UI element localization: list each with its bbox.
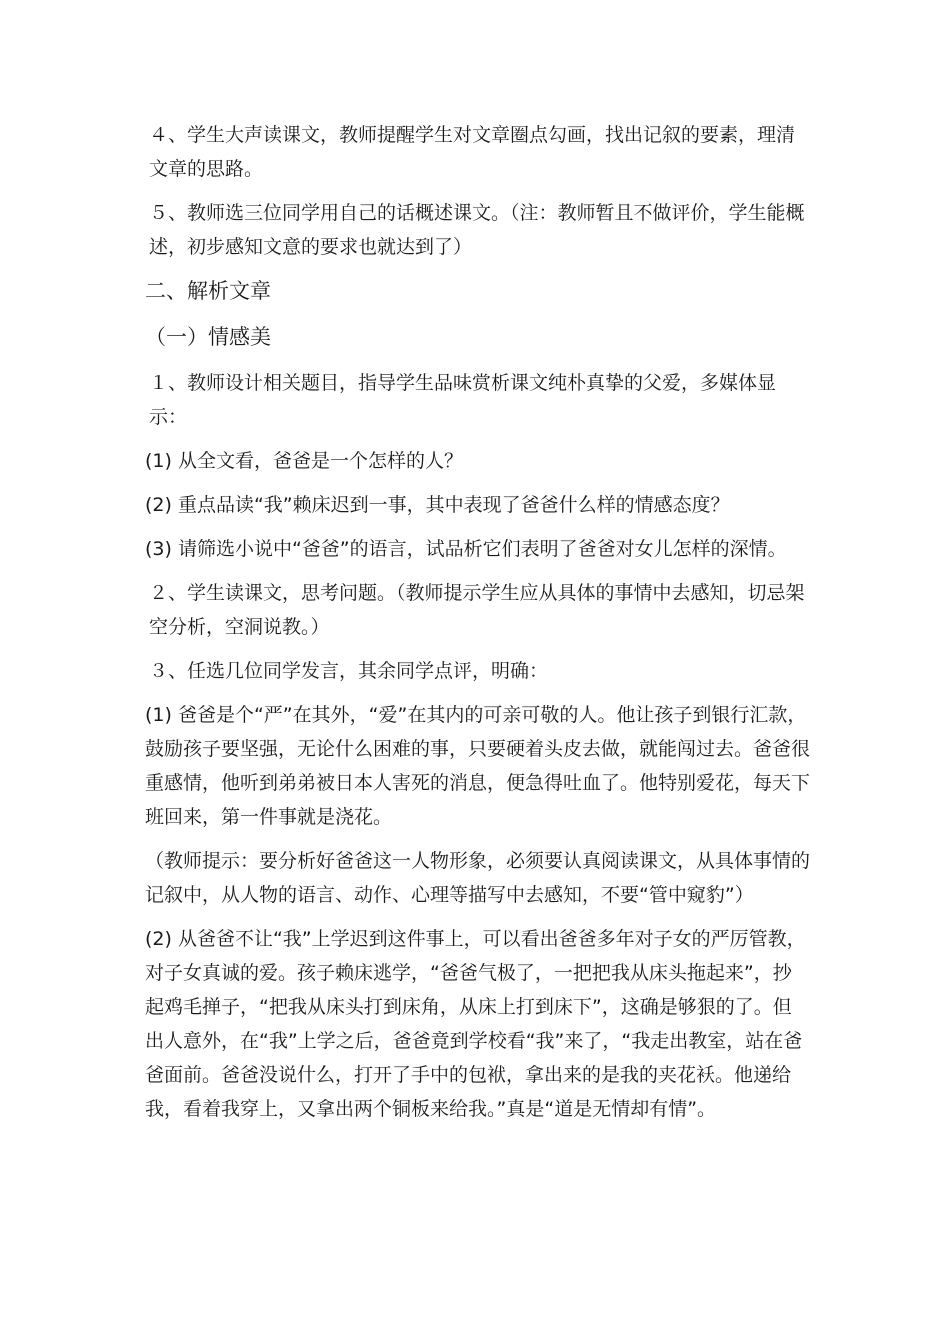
paragraph-step-5: ５、教师选三位同学用自己的话概述课文。（注：教师暂且不做评价，学生能概述，初步感知文意的要求也就达到了）: [149, 202, 805, 258]
section-heading-analysis: 二、解析文章: [145, 279, 271, 303]
question-item-1: (1) 从全文看，爸爸是一个怎样的人？: [145, 450, 463, 472]
question-item-2: (2) 重点品读“我”赖床迟到一事，其中表现了爸爸什么样的情感态度？: [145, 494, 730, 516]
subsection-heading-emotion: （一）情感美: [145, 325, 271, 349]
document-page: [145, 118, 810, 1136]
answer-item-1: (1) 爸爸是个“严”在其外，“爱”在其内的可亲可敬的人。他让孩子到银行汇款，鼓励孩子要坚强，无论什么困难的事，只要硬着头皮去做，就能闯过去。爸爸很重感情，他听到弟弟被日本人害死的消息，便急得吐血了。他特别爱花，每天下班回来，第一件事就是浇花。: [145, 704, 811, 828]
paragraph-question-3: ３、任选几位同学发言，其余同学点评，明确：: [149, 660, 549, 682]
paragraph-step-4: ４、学生大声读课文，教师提醒学生对文章圈点勾画，找出记叙的要素，理清文章的思路。: [149, 124, 796, 180]
teacher-note: （教师提示：要分析好爸爸这一人物形象，必须要认真阅读课文，从具体事情的记叙中，从人物的语言、动作、心理等描写中去感知，不要“管中窥豹”）: [145, 850, 811, 906]
paragraph-question-2: ２、学生读课文，思考问题。（教师提示学生应从具体的事情中去感知，切忌架空分析，空洞说教。）: [149, 582, 805, 638]
answer-item-2: (2) 从爸爸不让“我”上学迟到这件事上，可以看出爸爸多年对子女的严厉管教，对子女真诚的爱。孩子赖床逃学，“爸爸气极了，一把把我从床头拖起来”，抄起鸡毛掸子，“把我从床头打到床角，从床上打到床下”，这确是够狠的了。但出人意外，在“我”上学之后，爸爸竟到学校看“我”来了，“我走出教室，站在爸爸面前。爸爸没说什么，打开了手中的包袱，拿出来的是我的夹花袄。他递给我，看着我穿上，又拿出两个铜板来给我。”真是“道是无情却有情”。: [145, 928, 806, 1120]
paragraph-question-1: １、教师设计相关题目，指导学生品味赏析课文纯朴真挚的父爱，多媒体显示：: [149, 372, 777, 428]
question-item-3: (3) 请筛选小说中“爸爸”的语言，试品析它们表明了爸爸对女儿怎样的深情。: [145, 538, 787, 560]
